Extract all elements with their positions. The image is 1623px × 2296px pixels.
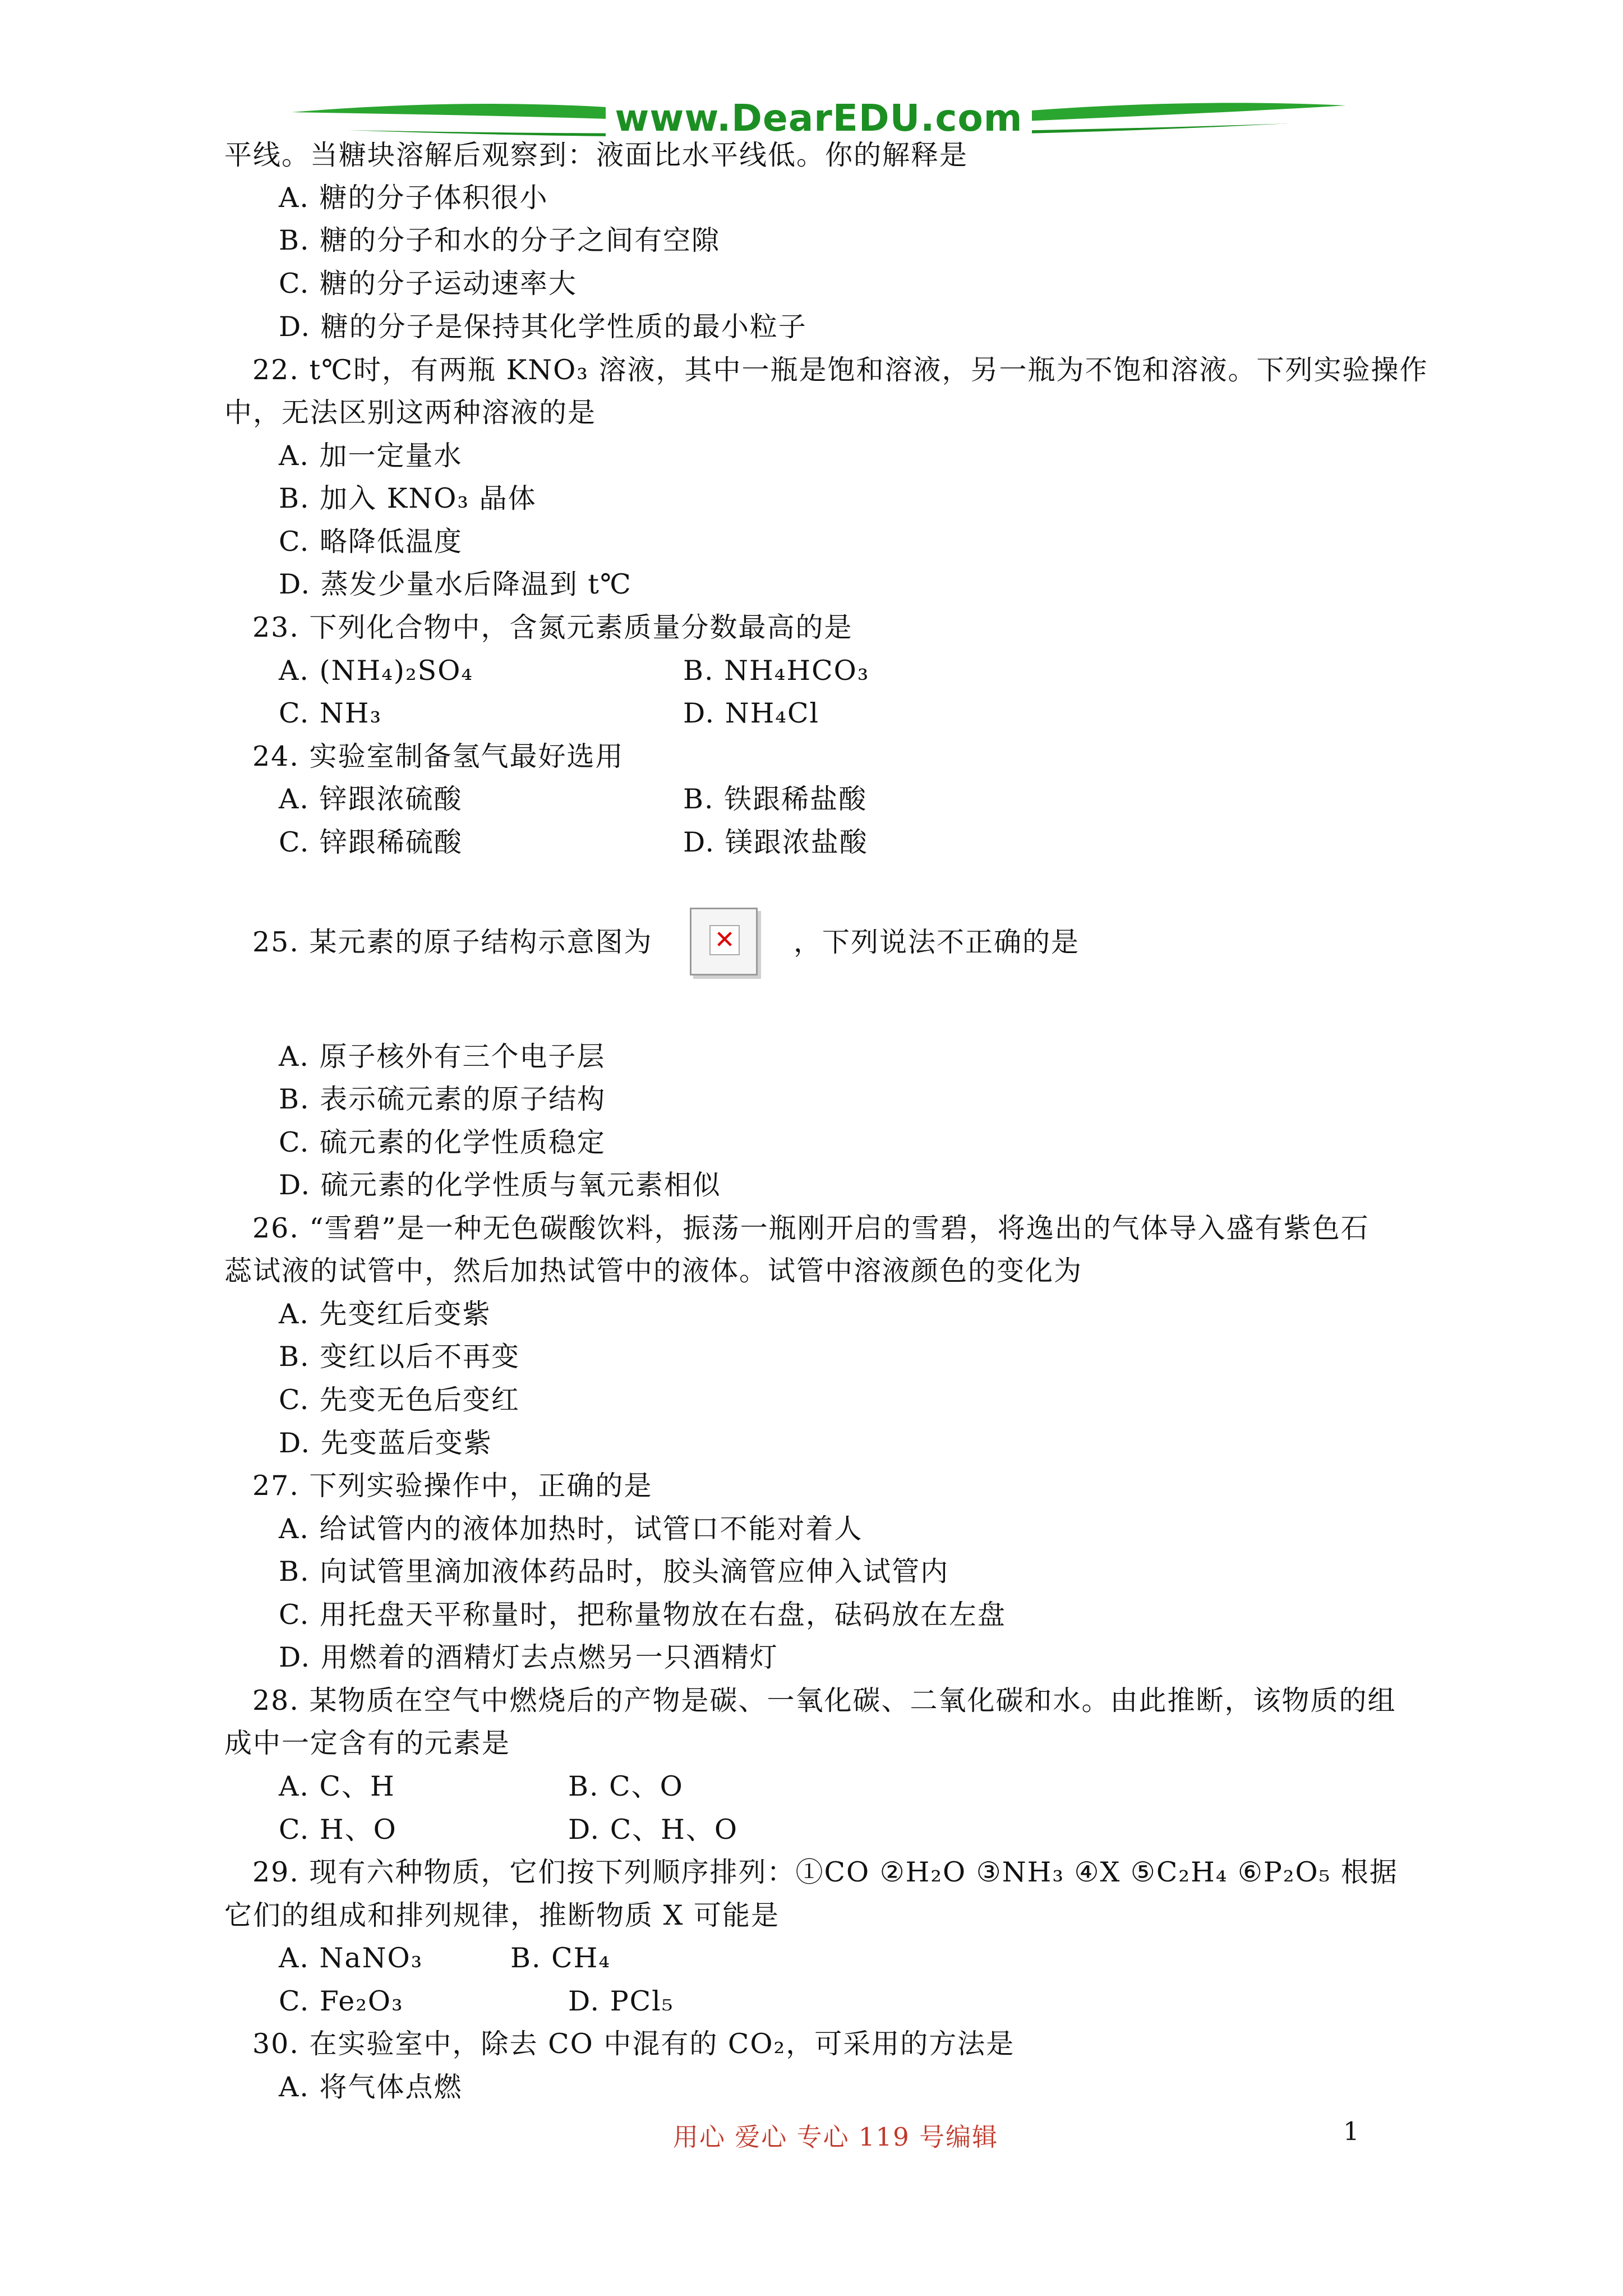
page-number: 1 <box>1343 2116 1359 2146</box>
option-line: B. 向试管里滴加液体药品时，胶头滴管应伸入试管内 <box>279 1556 949 1588</box>
question-25-tail: ，下列说法不正确的是 <box>794 926 1080 958</box>
option-line: B. 糖的分子和水的分子之间有空隙 <box>279 224 721 256</box>
option-d: D. 镁跟浓盐酸 <box>683 826 868 858</box>
site-logo[interactable]: www.DearEDU.com <box>606 94 1032 142</box>
option-line: A. 先变红后变紫 <box>279 1298 491 1330</box>
text-line: 它们的组成和排列规律，推断物质 X 可能是 <box>224 1899 780 1931</box>
option-line: C. 略降低温度 <box>279 526 463 558</box>
question-30: 30. 在实验室中，除去 CO 中混有的 CO₂，可采用的方法是 <box>252 2028 1015 2060</box>
text-line: 蕊试液的试管中，然后加热试管中的液体。试管中溶液颜色的变化为 <box>224 1255 1083 1287</box>
option-line: C. 糖的分子运动速率大 <box>279 268 577 300</box>
option-line: B. 变红以后不再变 <box>279 1341 520 1373</box>
option-line: A. 糖的分子体积很小 <box>279 182 548 214</box>
option-a: A. C、H <box>279 1770 395 1802</box>
option-line: D. 用燃着的酒精灯去点燃另一只酒精灯 <box>279 1641 778 1673</box>
option-line: C. 用托盘天平称量时，把称量物放在右盘，砝码放在左盘 <box>279 1599 1006 1631</box>
option-b: B. CH₄ <box>510 1942 611 1974</box>
text-line: 中，无法区别这两种溶液的是 <box>224 397 597 429</box>
option-line: A. 加一定量水 <box>279 440 463 472</box>
option-b: B. 铁跟稀盐酸 <box>683 783 868 815</box>
text-line: 平线。当糖块溶解后观察到：液面比水平线低。你的解释是 <box>224 139 969 171</box>
question-26: 26. “雪碧”是一种无色碳酸饮料，振荡一瓶刚开启的雪碧，将逸出的气体导入盛有紫色石 <box>252 1212 1370 1244</box>
question-25: 25. 某元素的原子结构示意图为 <box>252 926 653 958</box>
option-line: A. 将气体点燃 <box>279 2071 463 2103</box>
option-d: D. NH₄Cl <box>683 697 820 729</box>
option-d: D. PCl₅ <box>568 1985 674 2017</box>
option-a: A. NaNO₃ <box>279 1942 423 1974</box>
option-line: D. 蒸发少量水后降温到 t℃ <box>279 568 632 600</box>
broken-image-icon: ✕ <box>709 925 740 955</box>
option-line: D. 糖的分子是保持其化学性质的最小粒子 <box>279 311 807 343</box>
broken-image-placeholder <box>690 908 758 976</box>
question-23: 23. 下列化合物中，含氮元素质量分数最高的是 <box>252 611 853 643</box>
question-22: 22. t℃时，有两瓶 KNO₃ 溶液，其中一瓶是饱和溶液，另一瓶为不饱和溶液。下列实验操作 <box>252 354 1428 386</box>
option-c: C. NH₃ <box>279 697 382 729</box>
option-c: C. H、O <box>279 1814 397 1846</box>
option-line: D. 先变蓝后变紫 <box>279 1427 492 1459</box>
option-line: A. 原子核外有三个电子层 <box>279 1041 606 1073</box>
option-d: D. C、H、O <box>568 1814 739 1846</box>
option-line: B. 加入 KNO₃ 晶体 <box>279 482 537 514</box>
option-b: B. C、O <box>568 1770 684 1802</box>
question-27: 27. 下列实验操作中，正确的是 <box>252 1470 653 1502</box>
option-line: C. 硫元素的化学性质稳定 <box>279 1126 606 1158</box>
option-line: A. 给试管内的液体加热时，试管口不能对着人 <box>279 1513 863 1545</box>
option-line: D. 硫元素的化学性质与氧元素相似 <box>279 1169 721 1201</box>
option-a: A. 锌跟浓硫酸 <box>279 783 463 815</box>
option-c: C. 锌跟稀硫酸 <box>279 826 463 858</box>
footer-text: 用心 爱心 专心 119 号编辑 <box>673 2122 999 2152</box>
option-a: A. (NH₄)₂SO₄ <box>279 655 474 687</box>
question-28: 28. 某物质在空气中燃烧后的产物是碳、一氧化碳、二氧化碳和水。由此推断，该物质的组 <box>252 1685 1396 1717</box>
option-line: B. 表示硫元素的原子结构 <box>279 1083 606 1115</box>
text-line: 成中一定含有的元素是 <box>224 1727 511 1759</box>
option-line: C. 先变无色后变红 <box>279 1384 520 1416</box>
question-29: 29. 现有六种物质，它们按下列顺序排列：①CO ②H₂O ③NH₃ ④X ⑤C₂H₄ ⑥P₂O₅ 根据 <box>252 1856 1398 1888</box>
question-24: 24. 实验室制备氢气最好选用 <box>252 740 624 772</box>
option-b: B. NH₄HCO₃ <box>683 655 870 687</box>
option-c: C. Fe₂O₃ <box>279 1985 404 2017</box>
